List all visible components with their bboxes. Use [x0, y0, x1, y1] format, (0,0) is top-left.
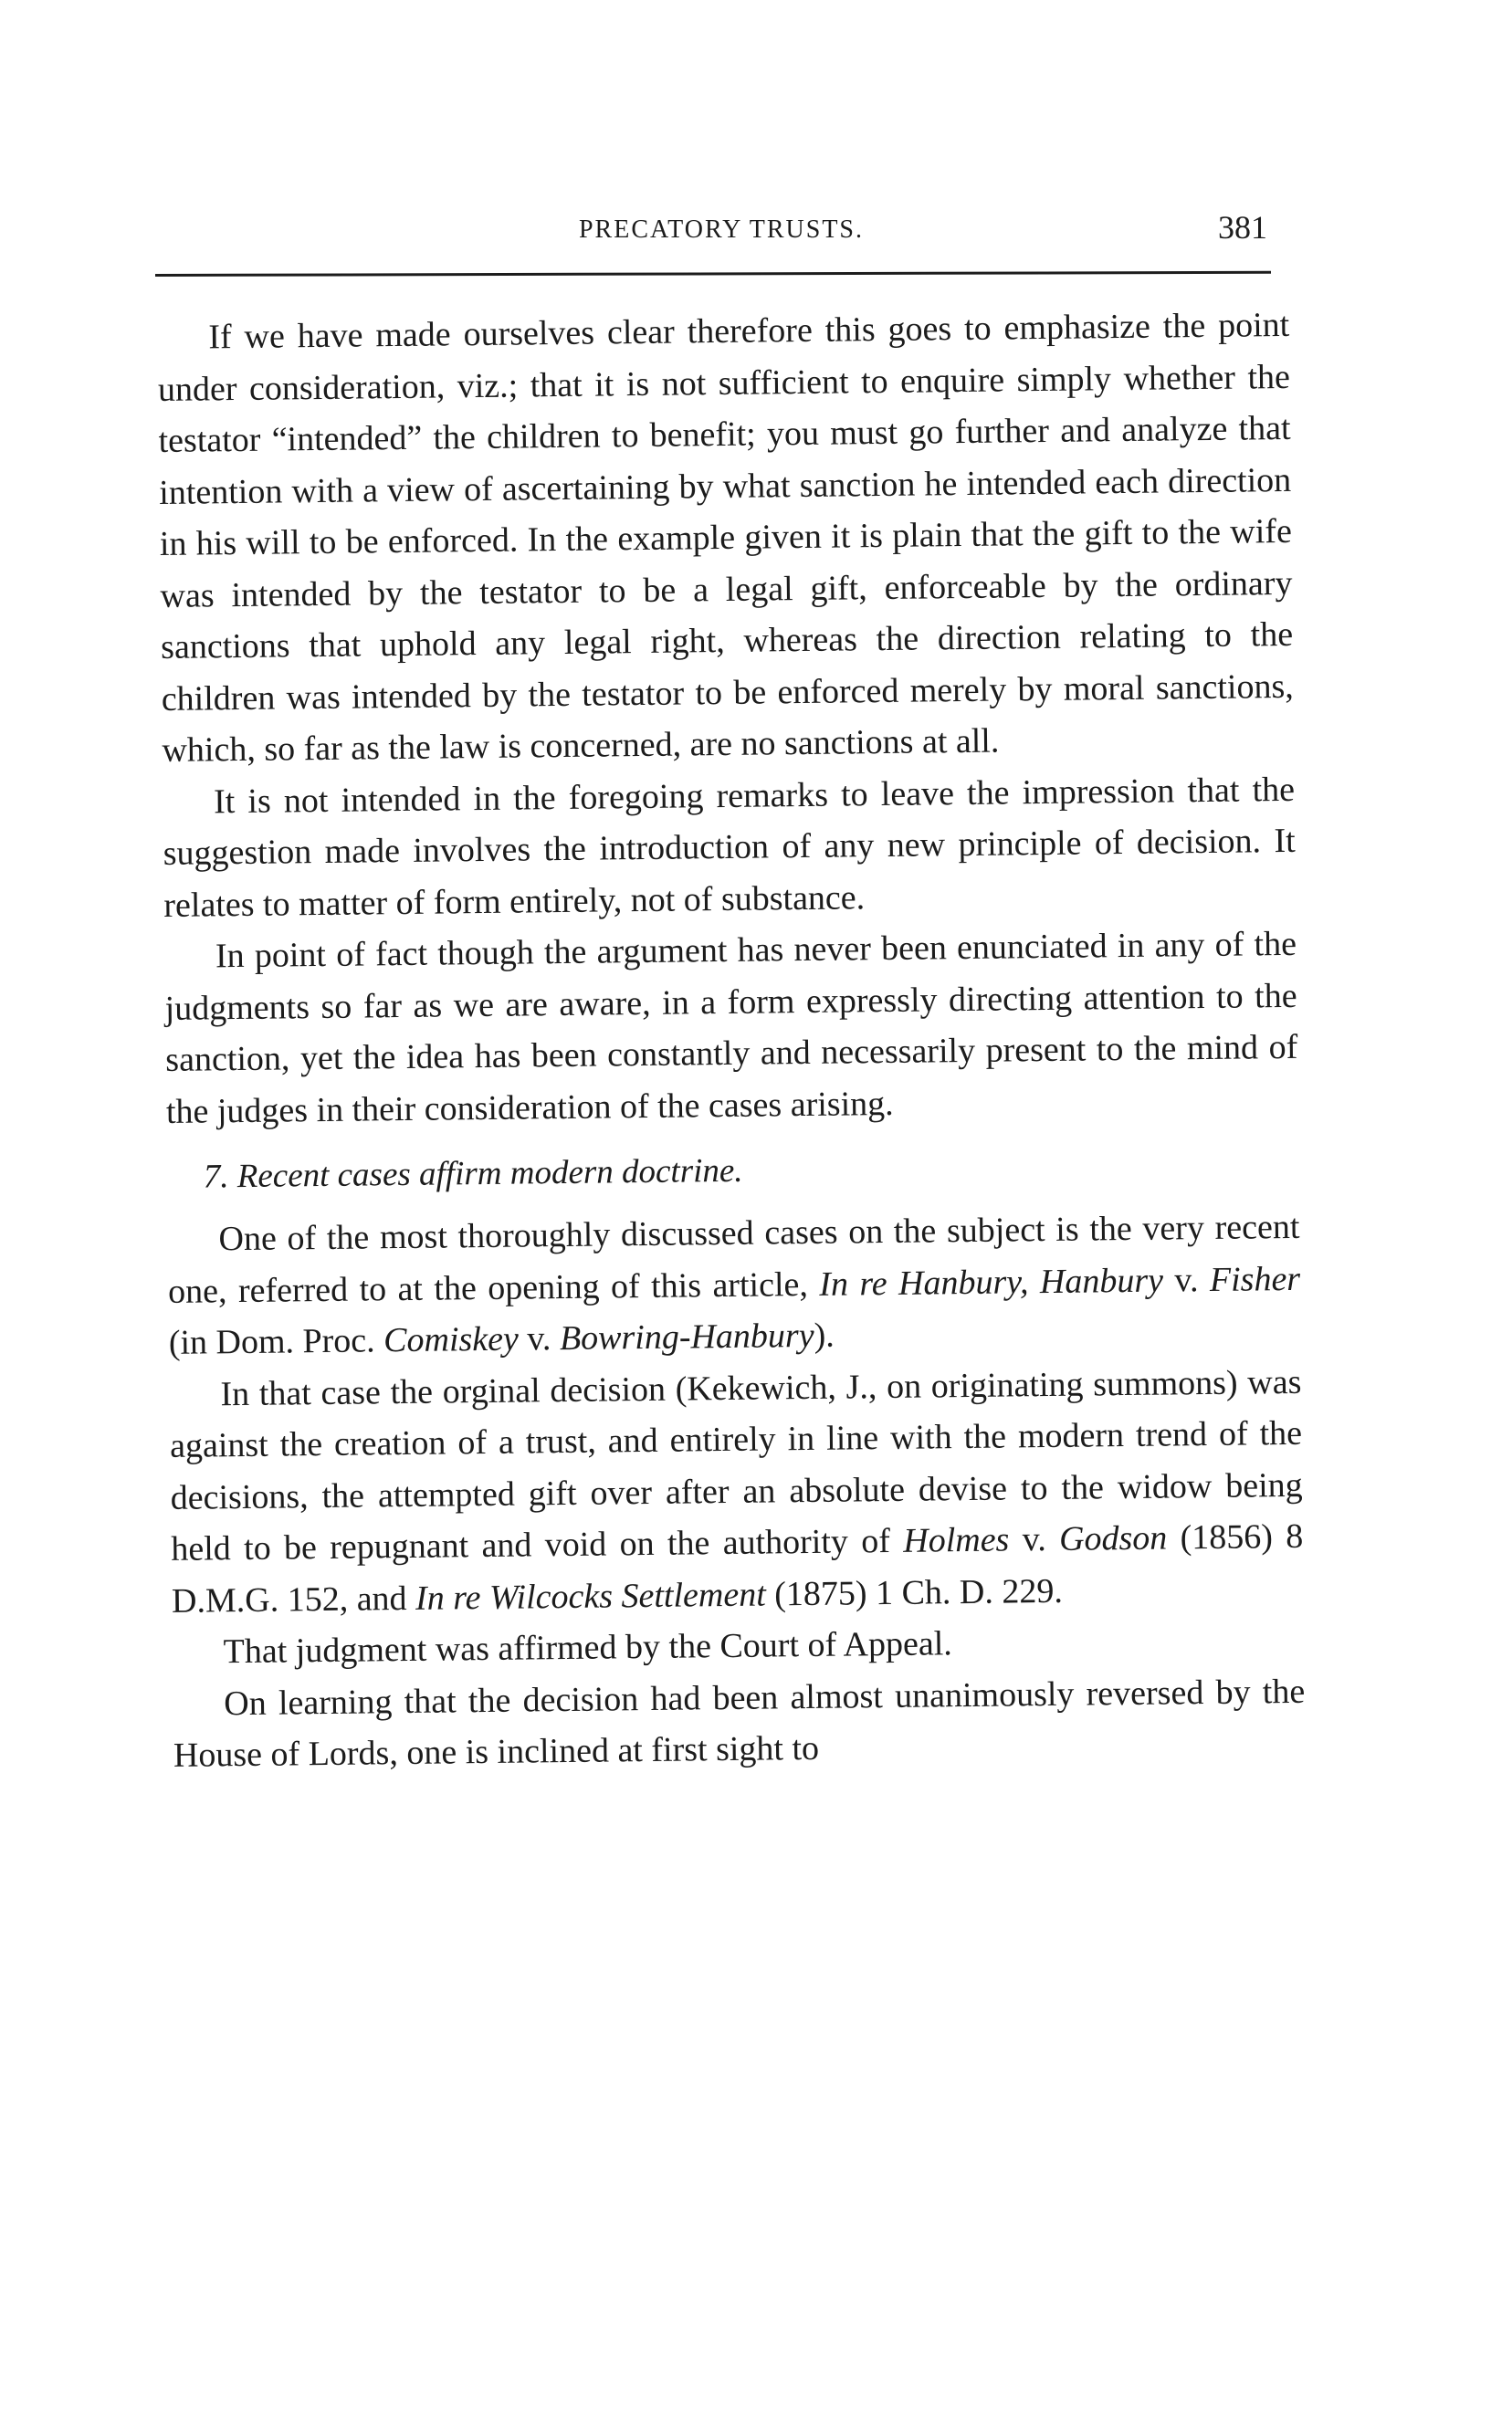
p5-text-2: v.: [1009, 1519, 1060, 1559]
case-name-wilcocks: In re Wilcocks Settlement: [415, 1575, 766, 1618]
p4-text-5: ).: [814, 1316, 835, 1355]
paragraph-1: If we have made ourselves clear therefore this goes to emphasize the point under consideration, viz.; that it is not sufficient to enquire simply whether the testator “intended” the children to benefit; you must go further and analyze that intention with a view of ascertaining by what sanction he intended each direction in his will to be enforced. In the example given it is plain that the gift to the wife was intended by the testator to be a legal gift, enforceable by the ordinary sanctions that uphold any legal right, whereas the direction relating to the children was intended by the testator to be enforced merely by moral sanctions, which, so far as the law is concerned, are no sanctions at all.: [157, 305, 1294, 770]
section-title: Recent cases affirm modern doctrine.: [236, 1151, 743, 1196]
case-name-comiskey: Comiskey: [383, 1319, 520, 1360]
paragraph-3: In point of fact though the argument has never been enunciated in any of the judgments so far as we are aware, in a form expressly directing attention to the sanction, yet the idea has been constantly and necessarily present to the mind of the judges in their consideration of the cases arising.: [164, 924, 1298, 1131]
p5-text-3: (1856) 8 D.M.G. 152, and: [171, 1516, 1304, 1621]
p5-text-4: (1875) 1 Ch. D. 229.: [765, 1571, 1064, 1614]
section-heading: [166, 1139, 1299, 1203]
case-name-fisher: Fisher: [1209, 1259, 1301, 1299]
paragraph-7: On learning that the decision had been almost unanimously reversed by the House of Lords, one is inclined at first sight to: [173, 1672, 1306, 1775]
paragraph-4: [167, 1201, 1301, 1369]
paragraph-6: That judgment was affirmed by the Court of Appeal.: [223, 1624, 953, 1672]
section-number: 7.: [203, 1158, 229, 1196]
p4-text-3: (in Dom. Proc.: [168, 1321, 384, 1362]
text-body: [157, 299, 1306, 1781]
p4-text-1: One of the most thoroughly discussed cases on the subject is the very recent one, referred to at the opening of this article,: [167, 1207, 1300, 1311]
p4-text-4: v.: [518, 1319, 561, 1359]
running-title: PRECATORY TRUSTS.: [578, 215, 865, 244]
running-head: [164, 208, 1278, 263]
p5-text-1: In that case the orginal decision (Kekewich, J., on originating summons) was against the creation of a trust, and entirely in line with the modern trend of the decisions, the attempted gift over after an absolute devise to the widow being held to be repugnant and void on the authority of: [169, 1362, 1303, 1568]
page-number: 381: [1218, 209, 1267, 246]
paragraph-2: It is not intended in the foregoing remarks to leave the impression that the suggestion made involves the introduction of any new principle of decision. It relates to matter of form entirely, not of substance.: [163, 770, 1296, 925]
case-name-bowring-hanbury: Bowring-Hanbury: [559, 1316, 814, 1359]
case-name-holmes: Holmes: [903, 1520, 1010, 1560]
paragraph-5: [169, 1356, 1304, 1627]
case-name-hanbury: In re Hanbury, Hanbury: [819, 1261, 1164, 1304]
header-rule: [155, 271, 1271, 277]
p4-text-2: v.: [1162, 1260, 1211, 1300]
case-name-godson: Godson: [1058, 1518, 1168, 1558]
